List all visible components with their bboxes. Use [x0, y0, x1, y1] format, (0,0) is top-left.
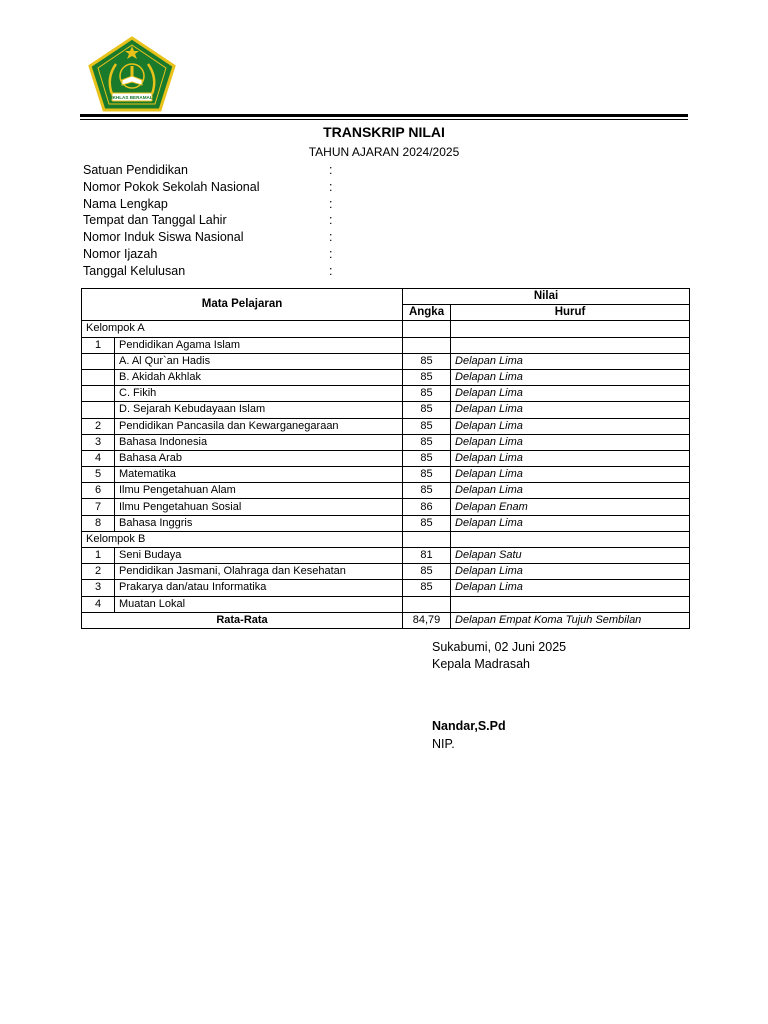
header-mata-pelajaran: Mata Pelajaran [82, 289, 403, 321]
huruf-cell: Delapan Lima [451, 580, 690, 596]
identity-label: Nama Lengkap [83, 196, 168, 211]
subject-number: 2 [82, 418, 115, 434]
angka-cell: 81 [403, 548, 451, 564]
subject-name: Seni Budaya [115, 548, 403, 564]
identity-label: Tempat dan Tanggal Lahir [83, 213, 227, 228]
subject-number: 1 [82, 337, 115, 353]
angka-cell [403, 531, 451, 547]
huruf-cell: Delapan Lima [451, 434, 690, 450]
subject-number [82, 369, 115, 385]
angka-cell: 85 [403, 580, 451, 596]
header-rule-thin [80, 119, 688, 120]
angka-cell: 85 [403, 369, 451, 385]
huruf-cell: Delapan Enam [451, 499, 690, 515]
average-huruf: Delapan Empat Koma Tujuh Sembilan [451, 612, 690, 628]
table-row [82, 596, 690, 612]
group-row [82, 531, 690, 547]
identity-separator: : [329, 196, 333, 211]
subject-name: Pendidikan Jasmani, Olahraga dan Kesehatan [115, 564, 403, 580]
identity-separator: : [329, 179, 333, 194]
subject-number [82, 353, 115, 369]
identity-row [83, 246, 383, 263]
identity-row [83, 212, 383, 229]
angka-cell: 85 [403, 353, 451, 369]
angka-cell [403, 337, 451, 353]
table-row [82, 467, 690, 483]
identity-separator: : [329, 263, 333, 278]
table-row [82, 353, 690, 369]
table-row [82, 369, 690, 385]
kemenag-emblem-logo [88, 36, 176, 112]
subject-number: 7 [82, 499, 115, 515]
average-angka: 84,79 [403, 612, 451, 628]
angka-cell: 85 [403, 434, 451, 450]
identity-separator: : [329, 246, 333, 261]
table-row [82, 580, 690, 596]
angka-cell [403, 596, 451, 612]
subject-number: 2 [82, 564, 115, 580]
subject-name: Pendidikan Pancasila dan Kewarganegaraan [115, 418, 403, 434]
subject-name: Prakarya dan/atau Informatika [115, 580, 403, 596]
identity-label: Nomor Pokok Sekolah Nasional [83, 179, 260, 194]
signature-role: Kepala Madrasah [432, 657, 530, 671]
group-label: Kelompok B [82, 531, 403, 547]
group-label: Kelompok A [82, 321, 403, 337]
huruf-cell: Delapan Lima [451, 467, 690, 483]
angka-cell: 85 [403, 564, 451, 580]
identity-label: Nomor Induk Siswa Nasional [83, 230, 244, 245]
signature-name: Nandar,S.Pd [432, 719, 506, 733]
subject-name: D. Sejarah Kebudayaan Islam [115, 402, 403, 418]
average-label: Rata-Rata [82, 612, 403, 628]
table-row [82, 564, 690, 580]
table-row [82, 386, 690, 402]
grades-table-body [82, 321, 690, 629]
angka-cell: 85 [403, 515, 451, 531]
subject-number: 4 [82, 596, 115, 612]
subject-name: Bahasa Arab [115, 450, 403, 466]
huruf-cell: Delapan Satu [451, 548, 690, 564]
subject-number [82, 386, 115, 402]
subject-name: Ilmu Pengetahuan Sosial [115, 499, 403, 515]
subject-name: Matematika [115, 467, 403, 483]
subject-number [82, 402, 115, 418]
identity-row [83, 179, 383, 196]
subject-name: Bahasa Indonesia [115, 434, 403, 450]
table-row [82, 499, 690, 515]
subject-number: 3 [82, 434, 115, 450]
angka-cell: 85 [403, 450, 451, 466]
subject-number: 4 [82, 450, 115, 466]
subject-name: Bahasa Inggris [115, 515, 403, 531]
header-rule-thick [80, 114, 688, 117]
angka-cell: 85 [403, 386, 451, 402]
angka-cell: 86 [403, 499, 451, 515]
huruf-cell [451, 531, 690, 547]
identity-label: Tanggal Kelulusan [83, 263, 186, 278]
identity-separator: : [329, 230, 333, 245]
huruf-cell: Delapan Lima [451, 418, 690, 434]
subject-name: C. Fikih [115, 386, 403, 402]
identity-separator: : [329, 213, 333, 228]
logo-banner-text: IKHLAS BERAMAL [111, 95, 153, 101]
average-row [82, 612, 690, 628]
identity-row [83, 162, 383, 179]
table-row [82, 450, 690, 466]
table-row [82, 402, 690, 418]
table-row [82, 483, 690, 499]
subject-name: Pendidikan Agama Islam [115, 337, 403, 353]
angka-cell [403, 321, 451, 337]
subject-name: A. Al Qur`an Hadis [115, 353, 403, 369]
identity-row [83, 263, 383, 280]
subject-number: 6 [82, 483, 115, 499]
table-row [82, 337, 690, 353]
document-title: TRANSKRIP NILAI [323, 124, 445, 140]
angka-cell: 85 [403, 467, 451, 483]
huruf-cell: Delapan Lima [451, 402, 690, 418]
huruf-cell: Delapan Lima [451, 515, 690, 531]
table-row [82, 515, 690, 531]
subject-name: B. Akidah Akhlak [115, 369, 403, 385]
huruf-cell [451, 596, 690, 612]
identity-label: Nomor Ijazah [83, 246, 158, 261]
huruf-cell [451, 321, 690, 337]
identity-row [83, 196, 383, 213]
document-subtitle: TAHUN AJARAN 2024/2025 [308, 145, 460, 159]
table-row [82, 434, 690, 450]
header-huruf: Huruf [451, 305, 690, 321]
subject-number: 8 [82, 515, 115, 531]
angka-cell: 85 [403, 402, 451, 418]
identity-block [83, 162, 383, 280]
huruf-cell: Delapan Lima [451, 564, 690, 580]
subject-name: Ilmu Pengetahuan Alam [115, 483, 403, 499]
signature-place-date: Sukabumi, 02 Juni 2025 [432, 640, 567, 654]
huruf-cell: Delapan Lima [451, 386, 690, 402]
huruf-cell: Delapan Lima [451, 369, 690, 385]
table-row [82, 548, 690, 564]
signature-nip: NIP. [432, 737, 455, 751]
subject-name: Muatan Lokal [115, 596, 403, 612]
huruf-cell: Delapan Lima [451, 450, 690, 466]
grades-table [81, 288, 690, 629]
subject-number: 3 [82, 580, 115, 596]
table-row [82, 418, 690, 434]
huruf-cell: Delapan Lima [451, 483, 690, 499]
subject-number: 5 [82, 467, 115, 483]
identity-row [83, 229, 383, 246]
subject-number: 1 [82, 548, 115, 564]
identity-separator: : [329, 163, 333, 177]
identity-label: Satuan Pendidikan [83, 163, 188, 177]
angka-cell: 85 [403, 483, 451, 499]
header-angka: Angka [403, 305, 451, 321]
group-row [82, 321, 690, 337]
huruf-cell: Delapan Lima [451, 353, 690, 369]
huruf-cell [451, 337, 690, 353]
angka-cell: 85 [403, 418, 451, 434]
header-nilai: Nilai [403, 289, 690, 305]
